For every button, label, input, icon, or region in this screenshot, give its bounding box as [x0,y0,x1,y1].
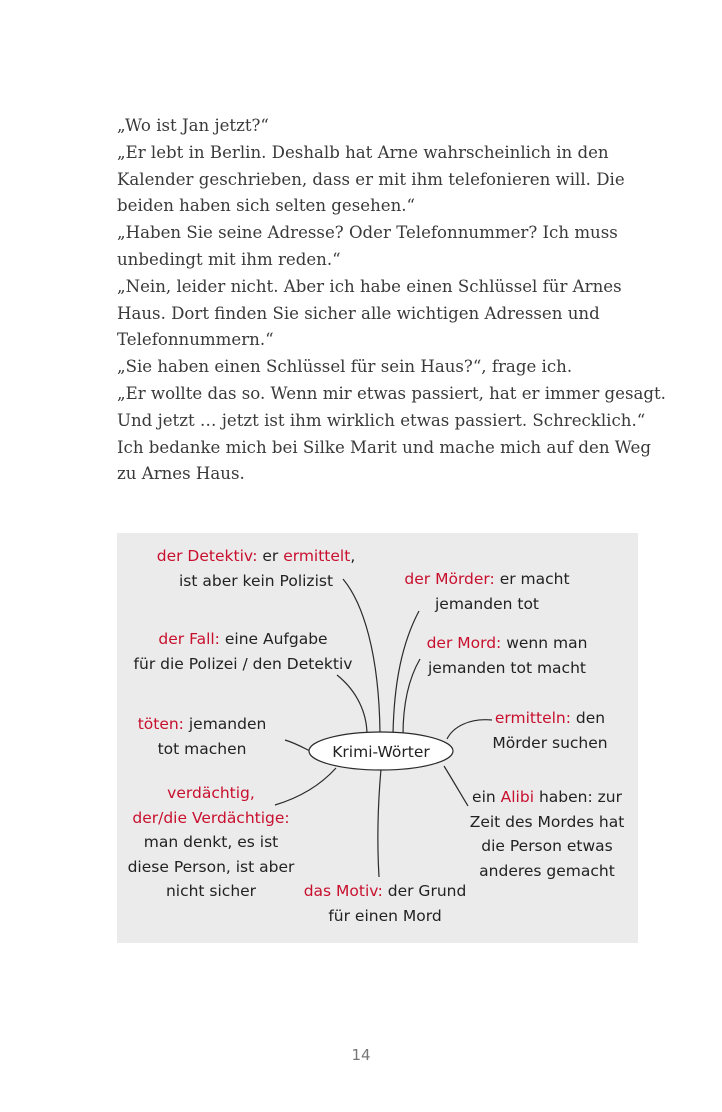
term-toeten: töten: [137,715,184,733]
connector-moerder [393,611,419,734]
story-line: „Haben Sie seine Adresse? Oder Telefonnummer? Ich muss [117,223,618,243]
page-number: 14 [351,1046,371,1064]
story-line: Haus. Dort finden Sie sicher alle wichtigen Adressen und [117,303,600,323]
term-mord: der Mord: [426,634,502,652]
note-detektiv: der Detektiv: er ermittelt, ist aber kein Polizist [156,547,356,590]
term-detektiv: der Detektiv: [156,547,258,565]
note-fall: der Fall: eine Aufgabe für die Polizei / den Detektiv [133,630,353,673]
term-fall: der Fall: [158,630,220,648]
note-moerder: der Mörder: er macht jemanden tot [404,570,570,613]
story-line: Und jetzt … jetzt ist ihm wirklich etwas passiert. Schrecklich.“ [117,410,646,430]
mindmap-center-label: Krimi-Wörter [332,743,430,761]
note-mord: der Mord: wenn man jemanden tot macht [426,634,588,677]
story-line: „Nein, leider nicht. Aber ich habe einen Schlüssel für Arnes [117,276,622,296]
note-toeten: töten: jemanden tot machen [137,715,267,758]
story-line: Kalender geschrieben, dass er mit ihm telefonieren will. Die [117,169,625,189]
story-line: Ich bedanke mich bei Silke Marit und mache mich auf den Weg [117,437,651,457]
term-verdaechtige: der/die Verdächtige: [132,808,290,827]
connector-fall [337,675,367,735]
story-line: „Er lebt in Berlin. Deshalb hat Arne wahrscheinlich in den [117,142,609,162]
story-text [117,113,666,488]
story-line: „Er wollte das so. Wenn mir etwas passiert, hat er immer gesagt. [117,383,666,403]
story-line: beiden haben sich selten gesehen.“ [117,196,416,216]
term-ermitteln: ermitteln: [494,709,571,727]
story-line: „Sie haben einen Schlüssel für sein Haus?“, frage ich. [117,357,573,377]
note-alibi: ein Alibi haben: zur Zeit des Mordes hat die Person etwas anderes gemacht [469,788,625,880]
term-alibi: Alibi [500,788,535,806]
story-line: unbedingt mit ihm reden.“ [117,249,341,269]
term-verdaechtig: verdächtig, [167,784,255,802]
story-line: „Wo ist Jan jetzt?“ [117,116,269,135]
connector-toeten [285,740,310,751]
vocabulary-mindmap [117,533,638,943]
term-motiv: das Motiv: [303,882,383,900]
connector-motiv [378,769,381,877]
term-moerder: der Mörder: [404,570,495,588]
story-line: Telefonnummern.“ [117,330,274,350]
term-ermittelt: ermittelt [283,547,351,565]
story-line: zu Arnes Haus. [117,464,245,484]
note-ermitteln: ermitteln: den Mörder suchen [492,709,608,752]
note-verdaechtig: verdächtig, der/die Verdächtige: man denkt, es ist diese Person, ist aber nicht sicher [121,781,301,904]
note-motiv: das Motiv: der Grund für einen Mord [303,882,467,925]
